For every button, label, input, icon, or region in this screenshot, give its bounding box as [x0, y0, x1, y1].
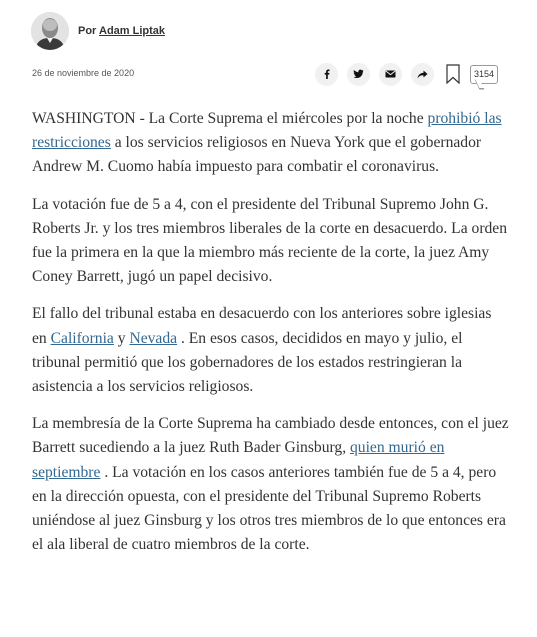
byline-text — [78, 25, 165, 37]
byline — [31, 11, 165, 51]
author-portrait-icon — [31, 12, 69, 50]
byline-prefix: Por — [78, 25, 97, 37]
save-bookmark-button[interactable] — [446, 64, 460, 84]
facebook-icon — [322, 69, 332, 79]
paragraph-1 — [32, 107, 510, 180]
comment-count: 3154 — [474, 69, 495, 79]
paragraph-3-text-mid: y — [113, 329, 130, 347]
email-icon — [385, 70, 396, 78]
twitter-share-button[interactable] — [347, 63, 370, 86]
link-california[interactable]: California — [50, 329, 114, 347]
paragraph-3-text-end: . En esos casos, decididos en mayo y julio, el tribunal permitió que los gobernadores de los estados restringieran la asistencia a los servicios religiosos. — [32, 329, 463, 396]
facebook-share-button[interactable] — [315, 63, 338, 86]
twitter-icon — [353, 69, 364, 79]
paragraph-4 — [32, 412, 510, 557]
author-avatar[interactable] — [31, 12, 69, 50]
article-body — [32, 107, 510, 570]
more-share-button[interactable] — [411, 63, 434, 86]
paragraph-3 — [32, 302, 510, 399]
paragraph-2: La votación fue de 5 a 4, con el presidente del Tribunal Supremo John G. Roberts Jr. y los tres miembros liberales de la corte en desacuerdo. La orden fue la primera en la que la miembro más reciente de la corte, la juez Amy Coney Barrett, jugó un papel decisivo. — [32, 195, 508, 286]
link-nevada[interactable]: Nevada — [129, 329, 178, 347]
link-died-september[interactable]: quien murió en septiembre — [32, 439, 445, 481]
email-share-button[interactable] — [379, 63, 402, 86]
comments-count-button[interactable] — [470, 65, 498, 84]
bookmark-icon — [446, 64, 460, 84]
share-toolbar — [315, 62, 498, 86]
link-restrictions-banned[interactable]: prohibió las restricciones — [32, 110, 502, 152]
publish-date: 26 de noviembre de 2020 — [32, 68, 135, 78]
paragraph-3-text-start: El fallo del tribunal estaba en desacuerdo con los anteriores sobre iglesias en — [32, 305, 492, 347]
paragraph-4-text-start: La membresía de la Corte Suprema ha cambiado desde entonces, con el juez Barrett sucediendo a la juez Ruth Bader Ginsburg, — [32, 415, 509, 457]
author-link[interactable]: Adam Liptak — [99, 25, 166, 37]
paragraph-1-text-end: a los servicios religiosos en Nueva York que el gobernador Andrew M. Cuomo había impuesto para combatir el coronavirus. — [32, 134, 482, 176]
paragraph-4-text-end: . La votación en los casos anteriores también fue de 5 a 4, pero en la dirección opuesta, con el presidente del Tribunal Supremo Roberts uniéndose al juez Ginsburg y los otros tres miembros de lo que entonces era el ala liberal de cuatro miembros de la corte. — [32, 463, 506, 554]
paragraph-1-text-start: WASHINGTON - La Corte Suprema el miércoles por la noche — [32, 110, 428, 127]
share-arrow-icon — [417, 70, 428, 79]
